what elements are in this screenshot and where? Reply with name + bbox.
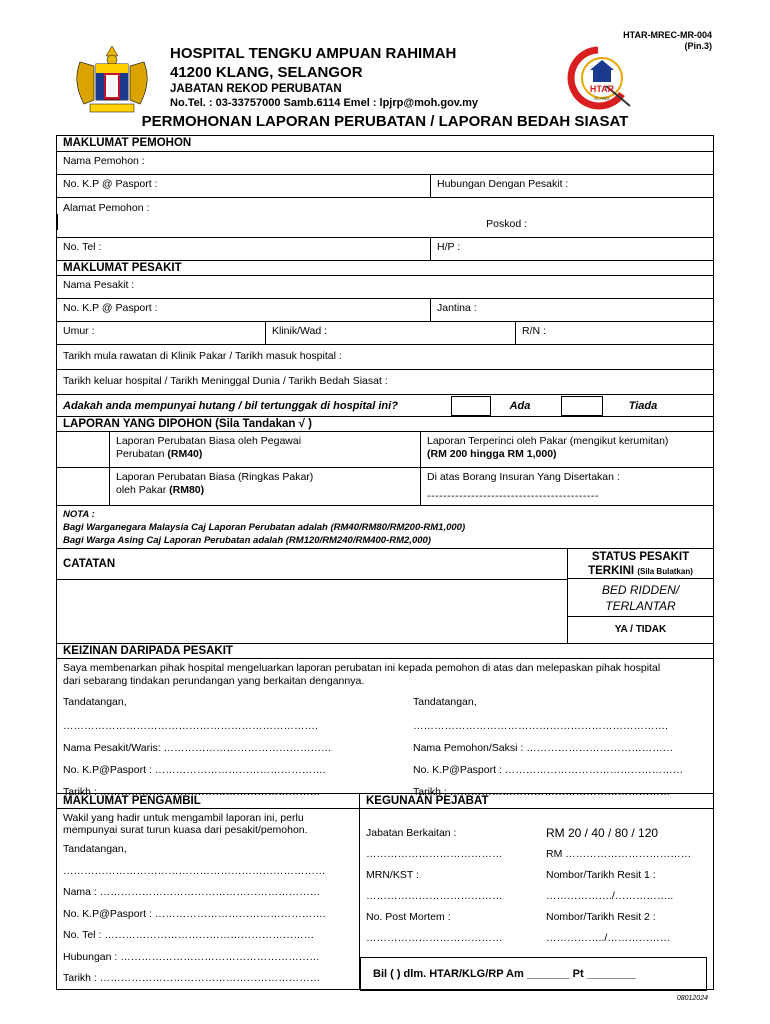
catatan-area[interactable]: [57, 549, 567, 643]
section-header-pesakit: MAKLUMAT PESAKIT: [57, 261, 713, 275]
status-title: [568, 549, 713, 579]
pengambil-tandatangan-line[interactable]: …………………………………………………………………: [63, 864, 326, 877]
pengambil-tel-field[interactable]: No. Tel : ……………………………………………………: [63, 929, 315, 941]
resit1-label: Nombor/Tarikh Resit 1 :: [546, 869, 656, 881]
department-name: JABATAN REKOD PERUBATAN: [170, 83, 342, 95]
nama-waris-field[interactable]: Nama Pesakit/Waris: …………………………………………: [63, 742, 332, 754]
resit1-line[interactable]: ………………./……………..: [546, 890, 674, 902]
status-title-line1: STATUS PESAKIT: [591, 551, 690, 563]
pengambil-fields: [57, 839, 359, 990]
pengambil-tarikh-field[interactable]: Tarikh : ………………………………………………………: [63, 972, 321, 984]
form-title: PERMOHONAN LAPORAN PERUBATAN / LAPORAN BEDAH SIASAT: [141, 113, 629, 130]
bed-ridden-line2: TERLANTAR: [605, 599, 676, 613]
bil-box[interactable]: Bil ( ) dlm. HTAR/KLG/RP Am _______ Pt ________: [360, 957, 707, 991]
keizinan-text: [57, 659, 713, 691]
section-header-keizinan: KEIZINAN DARIPADA PESAKIT: [57, 644, 713, 658]
opt2-line1: Laporan Terperinci oleh Pakar (mengikut kerumitan): [427, 435, 669, 447]
pejabat-left-col: [366, 823, 546, 949]
opt2-price: (RM 200 hingga RM 1,000): [427, 448, 557, 460]
checkbox-tiada[interactable]: [561, 396, 603, 416]
option-laporan-biasa: [109, 432, 420, 467]
keizinan-text-line1: Saya membenarkan pihak hospital mengeluarkan laporan perubatan ini kepada pemohon di atas dan melepaskan pihak hospital: [63, 662, 661, 674]
application-form: [56, 135, 714, 990]
pengambil-section: [57, 794, 359, 989]
opt3-price: (RM80): [169, 484, 205, 496]
field-nama-pemohon[interactable]: Nama Pemohon :: [63, 155, 145, 167]
field-alamat[interactable]: Alamat Pemohon :: [63, 202, 150, 214]
checkbox-opt1[interactable]: [57, 432, 109, 467]
pengambil-text: [57, 809, 359, 839]
pengambil-kp-field[interactable]: No. K.P@Pasport : ………………………………………….: [63, 907, 326, 920]
checkbox-opt3[interactable]: [57, 468, 109, 505]
section-header-pemohon: MAKLUMAT PEMOHON: [57, 136, 713, 151]
field-kp-pesakit[interactable]: No. K.P @ Pasport :: [63, 302, 158, 314]
opt3-line1: Laporan Perubatan Biasa (Ringkas Pakar): [116, 471, 314, 483]
contact-info: No.Tel. : 03-33757000 Samb.6114 Emel : lpjrp@moh.gov.my: [170, 97, 479, 109]
pengambil-nama-field[interactable]: Nama : ………………………………………………………: [63, 886, 321, 898]
kp-waris-field[interactable]: No. K.P@Pasport : ………………………………………….: [63, 764, 326, 776]
hospital-title: [170, 44, 456, 82]
option-borang-insuran[interactable]: [420, 468, 713, 505]
field-tel-pemohon[interactable]: No. Tel :: [63, 241, 102, 253]
opt4-dashed-line: -------------------------------------------: [427, 490, 599, 502]
field-umur[interactable]: Umur :: [63, 325, 95, 337]
nama-saksi-field[interactable]: Nama Pemohon/Saksi : ……………………………………: [413, 742, 674, 754]
tarikh-saksi-field[interactable]: Tarikh : ………………………………………………………: [413, 786, 671, 798]
opt1-line2: Perubatan: [116, 448, 168, 460]
field-nama-pesakit[interactable]: Nama Pesakit :: [63, 279, 135, 291]
opt3-line2: oleh Pakar: [116, 484, 170, 496]
jabatan-berkaitan-label: Jabatan Berkaitan :: [366, 827, 457, 839]
pejabat-right-col: [546, 823, 707, 949]
keizinan-right-col: [413, 691, 707, 803]
field-tarikh-mula[interactable]: Tarikh mula rawatan di Klinik Pakar / Tarikh masuk hospital :: [63, 350, 342, 362]
hospital-city: 41200 KLANG, SELANGOR: [170, 64, 363, 81]
post-mortem-line[interactable]: …………………………………: [366, 932, 503, 944]
post-mortem-label: No. Post Mortem :: [366, 911, 451, 923]
section-header-pejabat: KEGUNAAN PEJABAT: [360, 794, 713, 809]
field-poskod[interactable]: Poskod :: [57, 214, 713, 230]
mrn-kst-line[interactable]: …………………………………: [366, 890, 503, 902]
status-title-line2: TERKINI: [588, 565, 635, 577]
mrn-kst-label: MRN/KST :: [366, 869, 419, 881]
nota-title: NOTA :: [63, 508, 95, 520]
label-ada: Ada: [509, 399, 531, 412]
hutang-question: Adakah anda mempunyai hutang / bil tertunggak di hospital ini?: [63, 399, 398, 412]
doc-code-text: HTAR-MREC-MR-004: [623, 30, 712, 40]
nota-block: [57, 506, 713, 549]
resit2-line[interactable]: ……………../………………: [546, 932, 671, 944]
ya-tidak-option[interactable]: YA / TIDAK: [614, 624, 667, 635]
keizinan-text-line2: dari sebarang tindakan perundangan yang berkaitan dengannya.: [63, 675, 365, 687]
department-block: [170, 82, 478, 110]
bed-ridden-line1: BED RIDDEN/: [601, 583, 680, 597]
opt1-line1: Laporan Perubatan Biasa oleh Pegawai: [116, 435, 302, 447]
jabatan-berkaitan-line[interactable]: …………………………………: [366, 848, 503, 860]
pengambil-hubungan-field[interactable]: Hubungan : …………………………………………………: [63, 950, 320, 963]
checkbox-ada[interactable]: [451, 396, 491, 416]
section-header-laporan: LAPORAN YANG DIPOHON (Sila Tandakan √ ): [57, 417, 713, 431]
label-tiada: Tiada: [628, 399, 658, 412]
field-tarikh-keluar[interactable]: Tarikh keluar hospital / Tarikh Meninggal Dunia / Tarikh Bedah Siasat :: [63, 375, 388, 387]
pengambil-text-line2: mempunyai surat turun kuasa dari pesakit/pemohon.: [63, 824, 308, 836]
keizinan-left-col: [63, 691, 413, 803]
field-hp-pemohon[interactable]: H/P :: [430, 238, 713, 260]
htar-logo-text: HTAR: [589, 84, 615, 94]
field-jantina[interactable]: Jantina :: [430, 299, 713, 321]
rm-amount-line[interactable]: RM ………………………………: [546, 848, 692, 860]
catatan-title: CATATAN: [57, 549, 567, 580]
option-laporan-ringkas: [109, 468, 420, 505]
tarikh-waris-field[interactable]: Tarikh : ………………………………………………………: [63, 786, 321, 798]
pejabat-section: [359, 794, 713, 989]
status-pesakit-box: [567, 549, 713, 643]
htar-logo-sub: KLANG: [594, 96, 610, 101]
footer-code: 08012024: [676, 995, 708, 1002]
status-hint: (Sila Bulatkan): [637, 567, 693, 576]
nota-line2: Bagi Warga Asing Caj Laporan Perubatan adalah (RM120/RM240/RM400-RM2,000): [63, 534, 431, 546]
field-klinik-wad[interactable]: Klinik/Wad :: [265, 322, 515, 344]
bed-ridden-label: [568, 579, 713, 617]
tandatangan-saksi-line[interactable]: ……………………………………………………………….: [413, 720, 668, 732]
field-kp-pemohon[interactable]: No. K.P @ Pasport :: [63, 178, 158, 190]
doc-pin-text: (Pin.3): [684, 41, 712, 51]
option-laporan-terperinci[interactable]: [420, 432, 713, 467]
field-hubungan[interactable]: Hubungan Dengan Pesakit :: [430, 175, 713, 197]
pengambil-text-line1: Wakil yang hadir untuk mengambil laporan ini, perlu: [63, 812, 304, 824]
opt1-price: (RM40): [167, 448, 203, 460]
tandatangan-pesakit-line[interactable]: ……………………………………………………………….: [63, 720, 318, 732]
nota-line1: Bagi Warganegara Malaysia Caj Laporan Perubatan adalah (RM40/RM80/RM200-RM1,000): [63, 521, 466, 533]
field-rn[interactable]: R/N :: [515, 322, 713, 344]
opt4-line1: Di atas Borang Insuran Yang Disertakan :: [427, 471, 620, 483]
kp-saksi-field[interactable]: No. K.P@Pasport : ……………………………………………: [413, 764, 684, 776]
htar-logo: [560, 46, 638, 110]
section-header-pengambil: MAKLUMAT PENGAMBIL: [57, 794, 359, 809]
resit2-label: Nombor/Tarikh Resit 2 :: [546, 911, 656, 923]
tandatangan-pesakit-label: Tandatangan,: [63, 696, 127, 708]
hospital-name: HOSPITAL TENGKU AMPUAN RAHIMAH: [170, 45, 457, 62]
malaysia-coat-of-arms: [66, 42, 158, 122]
tandatangan-saksi-label: Tandatangan,: [413, 696, 477, 708]
rm-options[interactable]: RM 20 / 40 / 80 / 120: [546, 826, 659, 840]
pengambil-tandatangan-label: Tandatangan,: [63, 843, 127, 855]
